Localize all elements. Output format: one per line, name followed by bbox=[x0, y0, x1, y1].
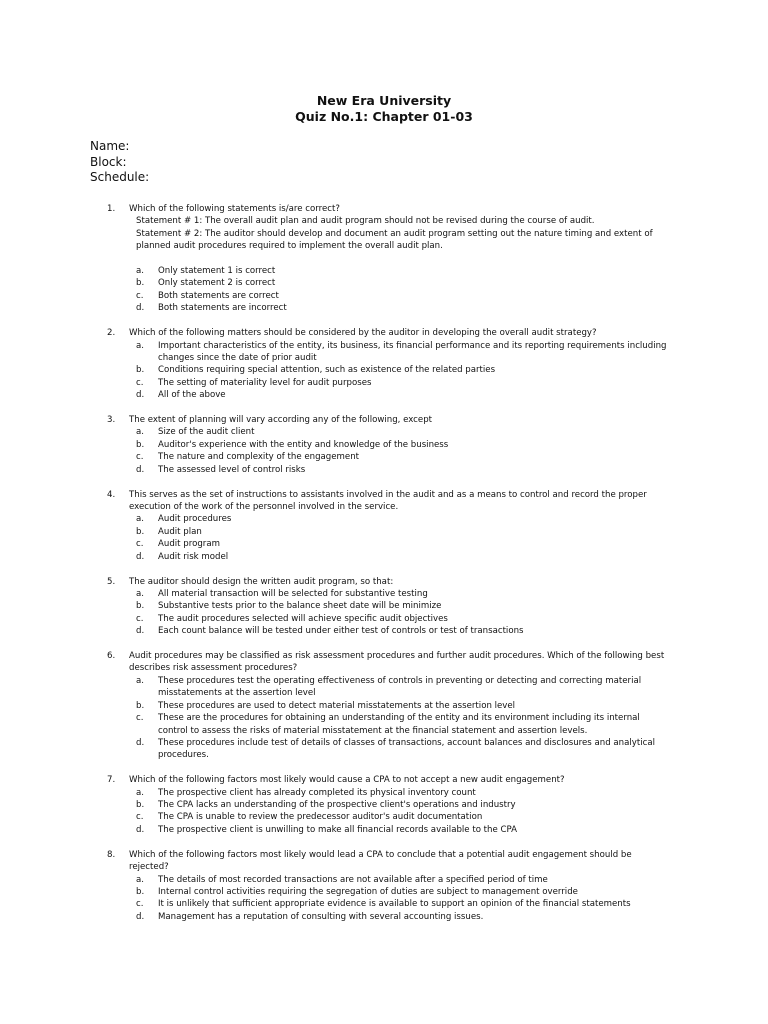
option-text: Management has a reputation of consulting with several accounting issues. bbox=[158, 911, 484, 922]
answer-option bbox=[0, 675, 768, 700]
answer-option bbox=[0, 700, 768, 712]
question-stem: The auditor should design the written audit program, so that: bbox=[129, 576, 394, 587]
option-letter: a. bbox=[136, 675, 144, 686]
document-header bbox=[0, 93, 768, 125]
option-letter: a. bbox=[136, 874, 144, 885]
question-stem: The extent of planning will vary according any of the following, except bbox=[129, 415, 433, 426]
option-letter: d. bbox=[136, 464, 145, 475]
option-letter: b. bbox=[136, 278, 145, 289]
answer-option bbox=[0, 538, 768, 550]
option-text: Size of the audit client bbox=[158, 427, 255, 438]
option-letter: c. bbox=[136, 713, 144, 724]
option-letter: c. bbox=[136, 613, 144, 624]
answer-option bbox=[0, 625, 768, 637]
option-text: Only statement 1 is correct bbox=[158, 266, 276, 277]
quiz-title: Quiz No.1: Chapter 01-03 bbox=[295, 109, 473, 124]
option-letter: d. bbox=[136, 303, 145, 314]
option-letter: c. bbox=[136, 539, 144, 550]
option-letter: a. bbox=[136, 588, 144, 599]
question-number: 4. bbox=[107, 489, 116, 500]
answer-option bbox=[0, 377, 768, 389]
answer-option bbox=[0, 886, 768, 898]
option-text: Conditions requiring special attention, such as existence of the related parties bbox=[158, 365, 496, 376]
question-number: 3. bbox=[107, 415, 116, 426]
question-7 bbox=[0, 774, 768, 836]
option-text: The CPA lacks an understanding of the prospective client's operations and industry bbox=[158, 800, 516, 811]
answer-option bbox=[0, 426, 768, 438]
question-number: 1. bbox=[107, 204, 116, 214]
option-letter: d. bbox=[136, 824, 145, 835]
option-letter: d. bbox=[136, 626, 145, 637]
option-text: Important characteristics of the entity, its business, its financial performance and its reporting requirements including changes since the date of prior audit bbox=[158, 340, 667, 363]
answer-option bbox=[0, 911, 768, 923]
answer-option bbox=[0, 451, 768, 463]
answer-option bbox=[0, 265, 768, 277]
option-letter: d. bbox=[136, 911, 145, 922]
option-text: The nature and complexity of the engagement bbox=[158, 452, 360, 463]
option-text: Both statements are incorrect bbox=[158, 303, 287, 314]
option-text: These procedures test the operating effectiveness of controls in preventing or detecting and correcting material misstatements at the assertion level bbox=[158, 675, 642, 699]
option-letter: b. bbox=[136, 526, 145, 537]
answer-option bbox=[0, 464, 768, 476]
option-text: The assessed level of control risks bbox=[158, 464, 306, 475]
answer-option bbox=[0, 613, 768, 625]
option-letter: d. bbox=[136, 737, 145, 748]
option-text: Both statements are correct bbox=[158, 290, 279, 301]
student-info-fields bbox=[90, 139, 149, 186]
option-letter: d. bbox=[136, 551, 145, 562]
block-field-label: Block: bbox=[90, 154, 127, 169]
question-stem: This serves as the set of instructions to assistants involved in the audit and as a means to control and record the proper execution of the work of the personnel involved in the service. bbox=[129, 489, 647, 513]
question-number: 5. bbox=[107, 576, 116, 587]
option-letter: b. bbox=[136, 886, 145, 897]
answer-option bbox=[0, 824, 768, 836]
question-6 bbox=[0, 650, 768, 762]
answer-option bbox=[0, 898, 768, 910]
option-text: The prospective client has already completed its physical inventory count bbox=[158, 787, 476, 798]
option-letter: c. bbox=[136, 452, 144, 463]
option-text: The details of most recorded transactions are not available after a specified period of time bbox=[158, 874, 548, 885]
question-statement: Statement # 1: The overall audit plan and audit program should not be revised during the course of audit. bbox=[136, 216, 595, 227]
option-text: The prospective client is unwilling to make all financial records available to the CPA bbox=[158, 824, 518, 835]
option-text: Each count balance will be tested under either test of controls or test of transactions bbox=[158, 626, 524, 637]
option-text: Audit plan bbox=[158, 526, 202, 537]
answer-option bbox=[0, 389, 768, 401]
question-1 bbox=[0, 203, 768, 315]
question-number: 2. bbox=[107, 328, 116, 339]
option-letter: b. bbox=[136, 365, 145, 376]
question-number: 8. bbox=[107, 849, 116, 860]
option-text: These procedures are used to detect material misstatements at the assertion level bbox=[158, 700, 516, 711]
answer-option bbox=[0, 588, 768, 600]
option-text: Substantive tests prior to the balance sheet date will be minimize bbox=[158, 601, 442, 612]
answer-option bbox=[0, 526, 768, 538]
answer-option bbox=[0, 290, 768, 302]
answer-option bbox=[0, 551, 768, 563]
option-letter: b. bbox=[136, 601, 145, 612]
option-text: Auditor's experience with the entity and knowledge of the business bbox=[158, 439, 449, 450]
answer-option bbox=[0, 600, 768, 612]
option-letter: a. bbox=[136, 340, 144, 351]
question-2 bbox=[0, 327, 768, 401]
option-text: These procedures include test of details of classes of transactions, account balances and disclosures and analytical procedures. bbox=[158, 737, 655, 761]
question-number: 6. bbox=[107, 651, 116, 662]
option-text: Internal control activities requiring the segregation of duties are subject to management override bbox=[158, 886, 578, 897]
option-text: The audit procedures selected will achieve specific audit objectives bbox=[158, 613, 448, 624]
option-text: Audit risk model bbox=[158, 551, 229, 562]
question-stem: Which of the following statements is/are correct? bbox=[129, 204, 340, 214]
answer-option bbox=[0, 787, 768, 799]
question-statement: Statement # 2: The auditor should develop and document an audit program setting out the nature timing and extent of planned audit procedures required to implement the overall audit plan. bbox=[136, 228, 653, 252]
option-text: All of the above bbox=[158, 390, 226, 401]
schedule-field-label: Schedule: bbox=[90, 170, 150, 184]
answer-option bbox=[0, 302, 768, 314]
question-8 bbox=[0, 849, 768, 923]
university-name: New Era University bbox=[316, 93, 452, 108]
option-letter: c. bbox=[136, 899, 144, 910]
option-letter: a. bbox=[136, 514, 144, 525]
question-stem: Audit procedures may be classified as risk assessment procedures and further audit procedures. Which of the following best describes risk assessment procedures? bbox=[129, 651, 665, 674]
question-stem: Which of the following matters should be considered by the auditor in developing the overall audit strategy? bbox=[129, 328, 597, 339]
name-field-label: Name: bbox=[90, 139, 130, 153]
option-text: The CPA is unable to review the predecessor auditor's audit documentation bbox=[158, 812, 483, 823]
option-text: Audit program bbox=[158, 539, 220, 550]
option-text: Only statement 2 is correct bbox=[158, 278, 276, 289]
answer-option bbox=[0, 277, 768, 289]
option-text: It is unlikely that sufficient appropriate evidence is available to support an opinion of the financial statements bbox=[158, 899, 631, 910]
answer-option bbox=[0, 712, 768, 737]
question-stem: Which of the following factors most likely would lead a CPA to conclude that a potential audit engagement should be rejected? bbox=[129, 849, 632, 873]
option-text: Audit procedures bbox=[158, 514, 232, 525]
option-letter: a. bbox=[136, 427, 144, 438]
option-text: These are the procedures for obtaining an understanding of the entity and its environment including its internal control to assess the risks of material misstatement at the financial statement and assertion levels. bbox=[158, 713, 640, 736]
question-stem: Which of the following factors most likely would cause a CPA to not accept a new audit engagement? bbox=[129, 775, 565, 786]
question-3 bbox=[0, 414, 768, 476]
answer-option bbox=[0, 874, 768, 886]
question-list bbox=[0, 203, 768, 936]
option-letter: a. bbox=[136, 787, 144, 798]
answer-option bbox=[0, 364, 768, 376]
option-letter: c. bbox=[136, 812, 144, 823]
option-letter: b. bbox=[136, 800, 145, 811]
option-text: All material transaction will be selected for substantive testing bbox=[158, 588, 428, 599]
option-letter: c. bbox=[136, 290, 144, 301]
answer-option bbox=[0, 737, 768, 762]
answer-option bbox=[0, 340, 768, 365]
option-text: The setting of materiality level for audit purposes bbox=[158, 377, 372, 388]
option-letter: d. bbox=[136, 390, 145, 401]
answer-option bbox=[0, 799, 768, 811]
option-letter: c. bbox=[136, 377, 144, 388]
answer-option bbox=[0, 439, 768, 451]
question-4 bbox=[0, 489, 768, 563]
answer-option bbox=[0, 811, 768, 823]
question-5 bbox=[0, 576, 768, 638]
option-letter: b. bbox=[136, 439, 145, 450]
option-letter: a. bbox=[136, 266, 144, 277]
answer-option bbox=[0, 513, 768, 525]
option-letter: b. bbox=[136, 700, 145, 711]
question-number: 7. bbox=[107, 775, 116, 786]
